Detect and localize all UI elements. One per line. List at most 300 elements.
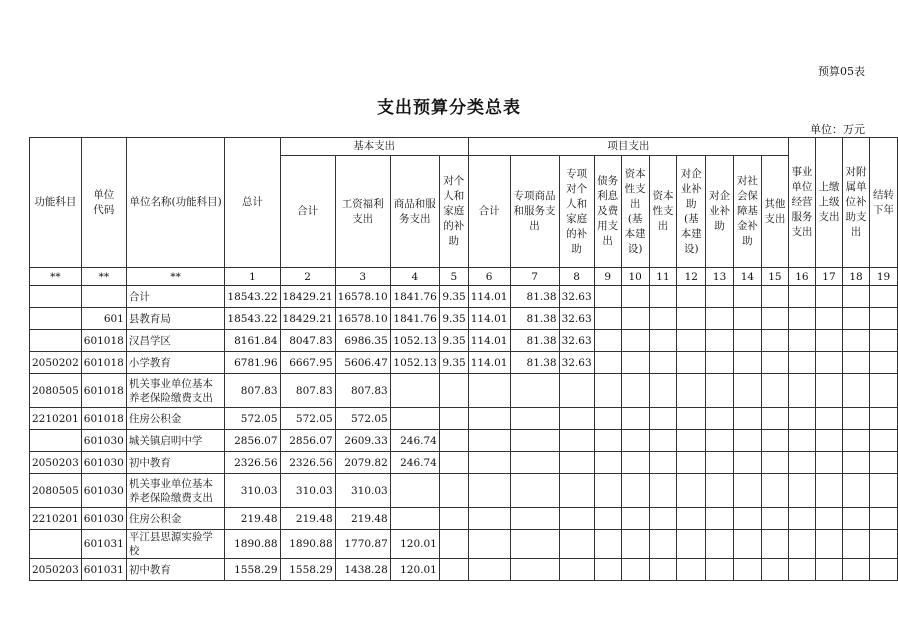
- cell-salary: 572.05: [335, 408, 390, 430]
- cell-empty: [815, 308, 842, 330]
- cell-family: [439, 559, 468, 581]
- cell-empty: [621, 559, 649, 581]
- cell-empty: [870, 474, 898, 508]
- column-number: 11: [649, 268, 677, 286]
- cell-proj-goods: 81.38: [510, 352, 559, 374]
- column-number: **: [126, 268, 225, 286]
- cell-empty: [734, 474, 762, 508]
- column-number: 9: [594, 268, 621, 286]
- cell-empty: [815, 508, 842, 530]
- cell-empty: [649, 374, 677, 408]
- header-enterprise-subsidy-build: 对企业补助(基本建设): [677, 156, 706, 268]
- cell-empty: [706, 308, 734, 330]
- cell-empty: [677, 430, 706, 452]
- cell-empty: [621, 330, 649, 352]
- cell-proj-family: [559, 408, 594, 430]
- cell-empty: [677, 452, 706, 474]
- cell-empty: [788, 508, 815, 530]
- column-number: **: [81, 268, 126, 286]
- column-number: 14: [734, 268, 762, 286]
- cell-empty: [788, 352, 815, 374]
- cell-empty: [843, 430, 870, 452]
- cell-empty: [621, 530, 649, 559]
- cell-code: 601030: [81, 430, 126, 452]
- cell-empty: [761, 374, 788, 408]
- cell-empty: [649, 559, 677, 581]
- cell-proj-total: [468, 374, 510, 408]
- cell-func: [30, 286, 82, 308]
- cell-empty: [843, 452, 870, 474]
- cell-family: 9.35: [439, 308, 468, 330]
- cell-empty: [761, 474, 788, 508]
- cell-empty: [706, 374, 734, 408]
- header-capital-build: 资本性支出(基本建设): [621, 156, 649, 268]
- column-number: 17: [815, 268, 842, 286]
- cell-family: [439, 408, 468, 430]
- cell-empty: [649, 308, 677, 330]
- header-business-unit: 事业单位经营服务支出: [788, 138, 815, 268]
- cell-proj-total: [468, 508, 510, 530]
- cell-empty: [706, 408, 734, 430]
- cell-empty: [815, 559, 842, 581]
- cell-total: 1558.29: [225, 559, 280, 581]
- cell-empty: [677, 352, 706, 374]
- table-row: [30, 308, 898, 330]
- cell-proj-family: [559, 508, 594, 530]
- cell-empty: [761, 308, 788, 330]
- cell-empty: [594, 374, 621, 408]
- budget-table: [29, 137, 898, 581]
- header-carry-over: 结转下年: [870, 138, 898, 268]
- column-number: 13: [706, 268, 734, 286]
- header-proj-family-subsidy: 专项对个人和家庭的补助: [559, 156, 594, 268]
- cell-empty: [761, 408, 788, 430]
- cell-code: 601031: [81, 559, 126, 581]
- header-enterprise-subsidy: 对企业补助: [706, 156, 734, 268]
- form-number: 预算05表: [818, 65, 865, 78]
- cell-empty: [706, 430, 734, 452]
- cell-empty: [734, 308, 762, 330]
- cell-empty: [870, 330, 898, 352]
- cell-family: [439, 530, 468, 559]
- header-unit-code: 单位代码: [81, 138, 126, 268]
- cell-total: 572.05: [225, 408, 280, 430]
- page-title: 支出预算分类总表: [377, 98, 521, 118]
- cell-empty: [677, 508, 706, 530]
- cell-proj-family: [559, 374, 594, 408]
- cell-code: 601: [81, 308, 126, 330]
- cell-empty: [734, 286, 762, 308]
- cell-empty: [706, 508, 734, 530]
- column-number: 8: [559, 268, 594, 286]
- cell-empty: [761, 330, 788, 352]
- table-row: [30, 374, 898, 408]
- table-row: [30, 559, 898, 581]
- cell-empty: [594, 508, 621, 530]
- column-number: 1: [225, 268, 280, 286]
- header-other: 其他支出: [761, 156, 788, 268]
- cell-empty: [594, 530, 621, 559]
- column-number: 7: [510, 268, 559, 286]
- cell-proj-goods: [510, 374, 559, 408]
- cell-empty: [594, 559, 621, 581]
- header-total: 总计: [225, 138, 280, 268]
- cell-func: 2210201: [30, 408, 82, 430]
- cell-empty: [734, 530, 762, 559]
- cell-total: 18543.22: [225, 308, 280, 330]
- cell-empty: [621, 352, 649, 374]
- cell-empty: [734, 408, 762, 430]
- cell-empty: [815, 530, 842, 559]
- cell-empty: [870, 286, 898, 308]
- cell-empty: [843, 559, 870, 581]
- cell-empty: [734, 330, 762, 352]
- cell-proj-goods: [510, 559, 559, 581]
- cell-name: 初中教育: [126, 559, 225, 581]
- table-row: [30, 408, 898, 430]
- cell-goods: [390, 374, 439, 408]
- cell-empty: [734, 452, 762, 474]
- cell-empty: [649, 330, 677, 352]
- cell-empty: [788, 530, 815, 559]
- header-capital: 资本性支出: [649, 156, 677, 268]
- table-row: [30, 508, 898, 530]
- cell-basic-total: 807.83: [280, 374, 335, 408]
- cell-basic-total: 6667.95: [280, 352, 335, 374]
- cell-goods: [390, 408, 439, 430]
- cell-total: 2856.07: [225, 430, 280, 452]
- cell-empty: [815, 352, 842, 374]
- cell-basic-total: 8047.83: [280, 330, 335, 352]
- cell-proj-goods: [510, 530, 559, 559]
- cell-empty: [706, 452, 734, 474]
- cell-family: [439, 474, 468, 508]
- cell-basic-total: 572.05: [280, 408, 335, 430]
- unit-label: 单位：万元: [810, 123, 865, 136]
- cell-total: 219.48: [225, 508, 280, 530]
- cell-empty: [788, 286, 815, 308]
- cell-salary: 1770.87: [335, 530, 390, 559]
- table-row: [30, 530, 898, 559]
- column-number: 15: [761, 268, 788, 286]
- cell-empty: [843, 408, 870, 430]
- column-number-row: [30, 268, 898, 286]
- cell-empty: [870, 452, 898, 474]
- cell-name: 机关事业单位基本养老保险缴费支出: [126, 474, 225, 508]
- cell-empty: [621, 508, 649, 530]
- cell-goods: 246.74: [390, 430, 439, 452]
- cell-code: 601030: [81, 474, 126, 508]
- cell-empty: [734, 559, 762, 581]
- cell-empty: [677, 308, 706, 330]
- cell-func: [30, 308, 82, 330]
- cell-total: 8161.84: [225, 330, 280, 352]
- cell-name: 住房公积金: [126, 508, 225, 530]
- column-number: 18: [843, 268, 870, 286]
- column-number: 12: [677, 268, 706, 286]
- cell-goods: 1052.13: [390, 352, 439, 374]
- header-basic-family-subsidy: 对个人和家庭的补助: [439, 156, 468, 268]
- cell-proj-total: [468, 559, 510, 581]
- header-basic-total: 合计: [280, 156, 335, 268]
- cell-proj-total: 114.01: [468, 330, 510, 352]
- cell-empty: [621, 452, 649, 474]
- cell-proj-goods: [510, 474, 559, 508]
- cell-proj-total: 114.01: [468, 286, 510, 308]
- cell-code: 601030: [81, 452, 126, 474]
- cell-empty: [788, 559, 815, 581]
- header-salary: 工资福利支出: [335, 156, 390, 268]
- cell-goods: 120.01: [390, 559, 439, 581]
- cell-empty: [870, 430, 898, 452]
- column-number: 4: [390, 268, 439, 286]
- cell-code: 601030: [81, 508, 126, 530]
- cell-total: 2326.56: [225, 452, 280, 474]
- cell-empty: [761, 530, 788, 559]
- cell-empty: [621, 374, 649, 408]
- cell-func: [30, 330, 82, 352]
- cell-empty: [594, 408, 621, 430]
- cell-empty: [649, 408, 677, 430]
- cell-goods: 1052.13: [390, 330, 439, 352]
- cell-proj-goods: [510, 430, 559, 452]
- cell-goods: [390, 508, 439, 530]
- cell-empty: [649, 530, 677, 559]
- header-project: 项目支出: [468, 138, 788, 156]
- table-body: [30, 286, 898, 581]
- cell-goods: 1841.76: [390, 286, 439, 308]
- table-row: [30, 474, 898, 508]
- cell-empty: [761, 430, 788, 452]
- cell-total: 1890.88: [225, 530, 280, 559]
- cell-empty: [621, 474, 649, 508]
- cell-proj-goods: [510, 452, 559, 474]
- cell-empty: [706, 474, 734, 508]
- cell-empty: [815, 452, 842, 474]
- cell-empty: [815, 286, 842, 308]
- table-row: [30, 286, 898, 308]
- cell-empty: [761, 452, 788, 474]
- cell-total: 18543.22: [225, 286, 280, 308]
- cell-empty: [677, 330, 706, 352]
- cell-empty: [677, 286, 706, 308]
- cell-empty: [788, 308, 815, 330]
- cell-empty: [677, 474, 706, 508]
- cell-salary: 2079.82: [335, 452, 390, 474]
- cell-empty: [677, 374, 706, 408]
- cell-empty: [870, 559, 898, 581]
- cell-proj-total: [468, 452, 510, 474]
- cell-empty: [870, 374, 898, 408]
- cell-total: 6781.96: [225, 352, 280, 374]
- cell-basic-total: 1890.88: [280, 530, 335, 559]
- cell-empty: [706, 330, 734, 352]
- cell-empty: [734, 374, 762, 408]
- cell-proj-family: [559, 430, 594, 452]
- column-number: 19: [870, 268, 898, 286]
- header-proj-total: 合计: [468, 156, 510, 268]
- column-number: 10: [621, 268, 649, 286]
- header-debt-interest: 债务利息及费用支出: [594, 156, 621, 268]
- header-social-security: 对社会保障基金补助: [734, 156, 762, 268]
- cell-basic-total: 18429.21: [280, 308, 335, 330]
- column-number: 2: [280, 268, 335, 286]
- cell-empty: [870, 530, 898, 559]
- cell-empty: [788, 452, 815, 474]
- cell-func: 2080505: [30, 374, 82, 408]
- cell-func: [30, 530, 82, 559]
- cell-empty: [761, 352, 788, 374]
- header-goods-services: 商品和服务支出: [390, 156, 439, 268]
- table-row: [30, 352, 898, 374]
- cell-proj-total: [468, 430, 510, 452]
- cell-name: 初中教育: [126, 452, 225, 474]
- cell-empty: [649, 352, 677, 374]
- cell-proj-family: [559, 474, 594, 508]
- cell-code: 601018: [81, 352, 126, 374]
- cell-goods: 1841.76: [390, 308, 439, 330]
- cell-func: 2080505: [30, 474, 82, 508]
- cell-salary: 16578.10: [335, 286, 390, 308]
- cell-proj-family: 32.63: [559, 330, 594, 352]
- cell-code: 601018: [81, 374, 126, 408]
- cell-code: 601018: [81, 408, 126, 430]
- cell-name: 小学教育: [126, 352, 225, 374]
- cell-empty: [706, 286, 734, 308]
- table-row: [30, 330, 898, 352]
- table-row: [30, 430, 898, 452]
- cell-total: 807.83: [225, 374, 280, 408]
- cell-proj-total: 114.01: [468, 352, 510, 374]
- header-func-subject: 功能科目: [30, 138, 82, 268]
- cell-name: 城关镇启明中学: [126, 430, 225, 452]
- cell-empty: [870, 508, 898, 530]
- cell-empty: [621, 308, 649, 330]
- cell-empty: [843, 308, 870, 330]
- column-number: 16: [788, 268, 815, 286]
- cell-basic-total: 219.48: [280, 508, 335, 530]
- cell-empty: [788, 474, 815, 508]
- cell-goods: 120.01: [390, 530, 439, 559]
- cell-total: 310.03: [225, 474, 280, 508]
- cell-empty: [761, 508, 788, 530]
- cell-proj-goods: 81.38: [510, 308, 559, 330]
- cell-empty: [594, 474, 621, 508]
- cell-proj-goods: [510, 408, 559, 430]
- cell-empty: [594, 430, 621, 452]
- cell-goods: 246.74: [390, 452, 439, 474]
- cell-salary: 310.03: [335, 474, 390, 508]
- cell-empty: [594, 452, 621, 474]
- cell-empty: [649, 430, 677, 452]
- cell-empty: [843, 352, 870, 374]
- header-affiliated: 对附属单位补助支出: [843, 138, 870, 268]
- cell-code: 601031: [81, 530, 126, 559]
- cell-family: [439, 508, 468, 530]
- cell-basic-total: 2856.07: [280, 430, 335, 452]
- header-basic: 基本支出: [280, 138, 468, 156]
- cell-salary: 219.48: [335, 508, 390, 530]
- cell-proj-family: [559, 530, 594, 559]
- column-number: 3: [335, 268, 390, 286]
- cell-salary: 807.83: [335, 374, 390, 408]
- cell-basic-total: 310.03: [280, 474, 335, 508]
- column-number: **: [30, 268, 82, 286]
- cell-empty: [734, 430, 762, 452]
- cell-empty: [621, 286, 649, 308]
- cell-proj-family: 32.63: [559, 308, 594, 330]
- cell-empty: [649, 474, 677, 508]
- cell-empty: [815, 330, 842, 352]
- cell-empty: [677, 408, 706, 430]
- cell-name: 合计: [126, 286, 225, 308]
- cell-proj-family: [559, 559, 594, 581]
- cell-empty: [843, 330, 870, 352]
- cell-proj-family: 32.63: [559, 352, 594, 374]
- cell-name: 住房公积金: [126, 408, 225, 430]
- cell-proj-family: 32.63: [559, 286, 594, 308]
- cell-code: 601018: [81, 330, 126, 352]
- cell-empty: [870, 408, 898, 430]
- cell-empty: [594, 286, 621, 308]
- cell-empty: [621, 408, 649, 430]
- header-upper-level: 上缴上级支出: [815, 138, 842, 268]
- cell-proj-total: [468, 530, 510, 559]
- cell-empty: [815, 374, 842, 408]
- cell-salary: 2609.33: [335, 430, 390, 452]
- cell-name: 平江县思源实验学校: [126, 530, 225, 559]
- cell-empty: [870, 308, 898, 330]
- cell-family: 9.35: [439, 330, 468, 352]
- cell-func: 2050203: [30, 452, 82, 474]
- cell-empty: [706, 352, 734, 374]
- cell-empty: [761, 286, 788, 308]
- column-number: 6: [468, 268, 510, 286]
- cell-basic-total: 18429.21: [280, 286, 335, 308]
- cell-empty: [843, 474, 870, 508]
- cell-name: 汉昌学区: [126, 330, 225, 352]
- cell-empty: [843, 286, 870, 308]
- cell-salary: 6986.35: [335, 330, 390, 352]
- cell-empty: [594, 308, 621, 330]
- cell-func: [30, 430, 82, 452]
- cell-proj-goods: [510, 508, 559, 530]
- cell-goods: [390, 474, 439, 508]
- cell-func: 2050202: [30, 352, 82, 374]
- column-number: 5: [439, 268, 468, 286]
- cell-empty: [734, 508, 762, 530]
- cell-empty: [788, 330, 815, 352]
- cell-empty: [761, 559, 788, 581]
- cell-proj-total: [468, 474, 510, 508]
- cell-empty: [815, 474, 842, 508]
- cell-empty: [594, 352, 621, 374]
- cell-empty: [677, 559, 706, 581]
- cell-empty: [706, 530, 734, 559]
- cell-empty: [870, 352, 898, 374]
- header-proj-goods-services: 专项商品和服务支出: [510, 156, 559, 268]
- cell-empty: [734, 352, 762, 374]
- cell-empty: [649, 286, 677, 308]
- cell-proj-total: 114.01: [468, 308, 510, 330]
- cell-proj-goods: 81.38: [510, 286, 559, 308]
- cell-empty: [649, 508, 677, 530]
- cell-empty: [649, 452, 677, 474]
- header-unit-name: 单位名称(功能科目): [126, 138, 225, 268]
- cell-empty: [843, 530, 870, 559]
- cell-family: [439, 452, 468, 474]
- cell-empty: [788, 408, 815, 430]
